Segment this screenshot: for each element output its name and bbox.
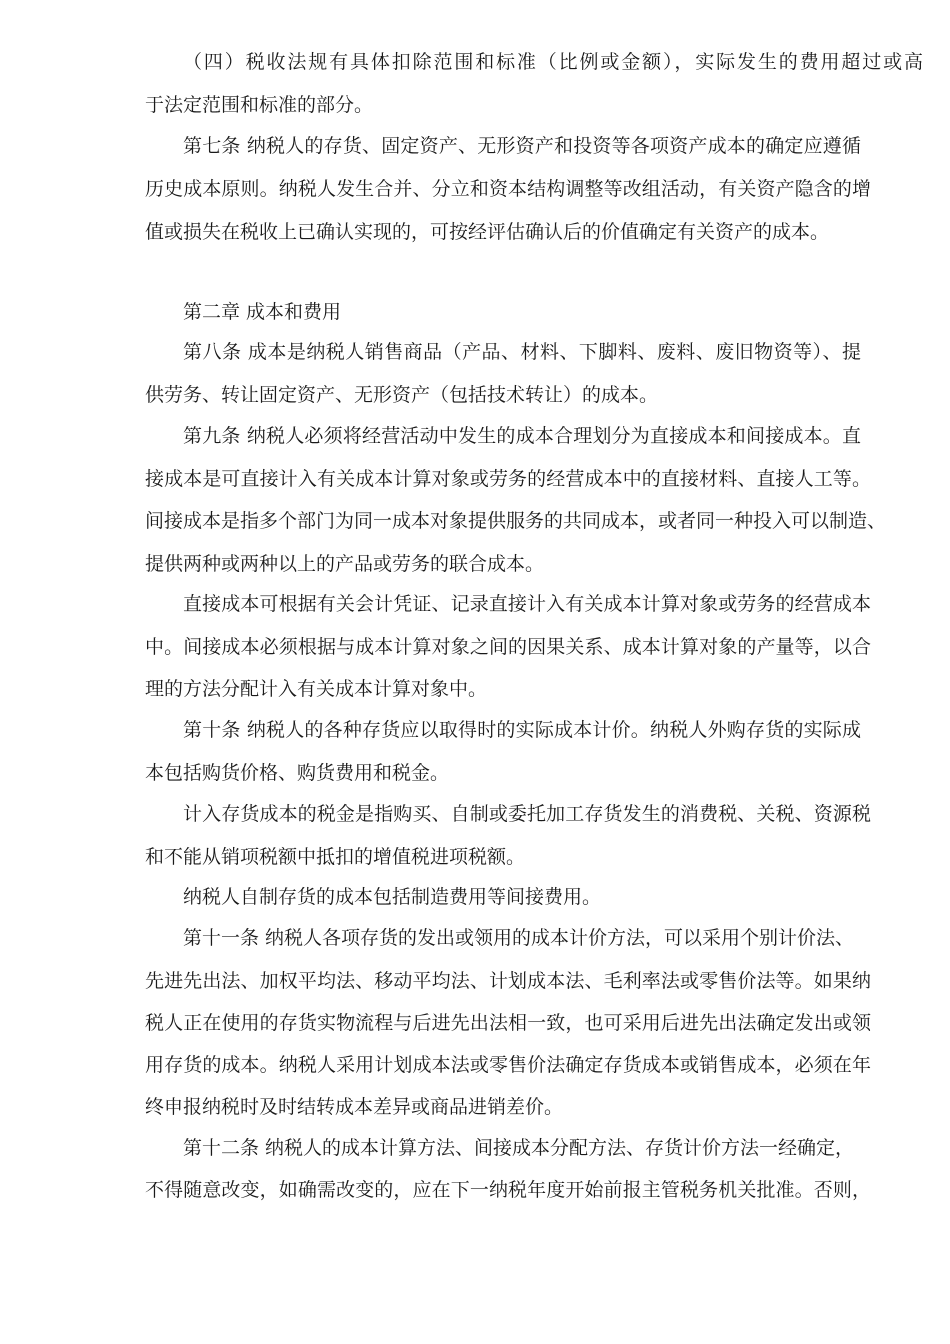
paragraph-line: 间接成本是指多个部门为同一成本对象提供服务的共同成本，或者同一种投入可以制造、 [145,510,887,532]
paragraph-line: 接成本是可直接计入有关成本计算对象或劳务的经营成本中的直接材料、直接人工等。 [145,468,871,490]
paragraph-line: （四）税收法规有具体扣除范围和标准（比例或金额），实际发生的费用超过或高 [183,51,923,73]
paragraph-line: 不得随意改变，如确需改变的，应在下一纳税年度开始前报主管税务机关批准。否则， [145,1179,871,1201]
paragraph-line: 本包括购货价格、购货费用和税金。 [145,762,450,784]
paragraph-line: 终申报纳税时及时结转成本差异或商品进销差价。 [145,1096,564,1118]
paragraph-line: 理的方法分配计入有关成本计算对象中。 [145,678,488,700]
paragraph-line: 第七条 纳税人的存货、固定资产、无形资产和投资等各项资产成本的确定应遵循 [183,135,861,157]
paragraph-line: 第八条 成本是纳税人销售商品（产品、材料、下脚料、废料、废旧物资等）、提 [183,341,861,363]
paragraph-line: 中。间接成本必须根据与成本计算对象之间的因果关系、成本计算对象的产量等，以合 [145,636,871,658]
paragraph-line: 第十条 纳税人的各种存货应以取得时的实际成本计价。纳税人外购存货的实际成 [183,719,861,741]
paragraph-line: 先进先出法、加权平均法、移动平均法、计划成本法、毛利率法或零售价法等。如果纳 [145,970,871,992]
paragraph-line: 计入存货成本的税金是指购买、自制或委托加工存货发生的消费税、关税、资源税 [183,803,871,825]
paragraph-line: 纳税人自制存货的成本包括制造费用等间接费用。 [183,886,602,908]
paragraph-line: 和不能从销项税额中抵扣的增值税进项税额。 [145,846,526,868]
paragraph-line: 提供两种或两种以上的产品或劳务的联合成本。 [145,553,545,575]
paragraph-line: 供劳务、转让固定资产、无形资产（包括技术转让）的成本。 [145,384,659,406]
paragraph-line: 于法定范围和标准的部分。 [145,94,374,116]
chapter-heading: 第二章 成本和费用 [183,301,342,323]
paragraph-line: 用存货的成本。纳税人采用计划成本法或零售价法确定存货成本或销售成本，必须在年 [145,1054,871,1076]
paragraph-line: 值或损失在税收上已确认实现的，可按经评估确认后的价值确定有关资产的成本。 [145,221,830,243]
paragraph-line: 税人正在使用的存货实物流程与后进先出法相一致，也可采用后进先出法确定发出或领 [145,1012,871,1034]
paragraph-line: 第九条 纳税人必须将经营活动中发生的成本合理划分为直接成本和间接成本。直 [183,425,861,447]
paragraph-line: 历史成本原则。纳税人发生合并、分立和资本结构调整等改组活动，有关资产隐含的增 [145,178,871,200]
paragraph-line: 第十一条 纳税人各项存货的发出或领用的成本计价方法，可以采用个别计价法、 [183,927,855,949]
paragraph-line: 直接成本可根据有关会计凭证、记录直接计入有关成本计算对象或劳务的经营成本 [183,593,871,615]
paragraph-line: 第十二条 纳税人的成本计算方法、间接成本分配方法、存货计价方法一经确定， [183,1137,855,1159]
